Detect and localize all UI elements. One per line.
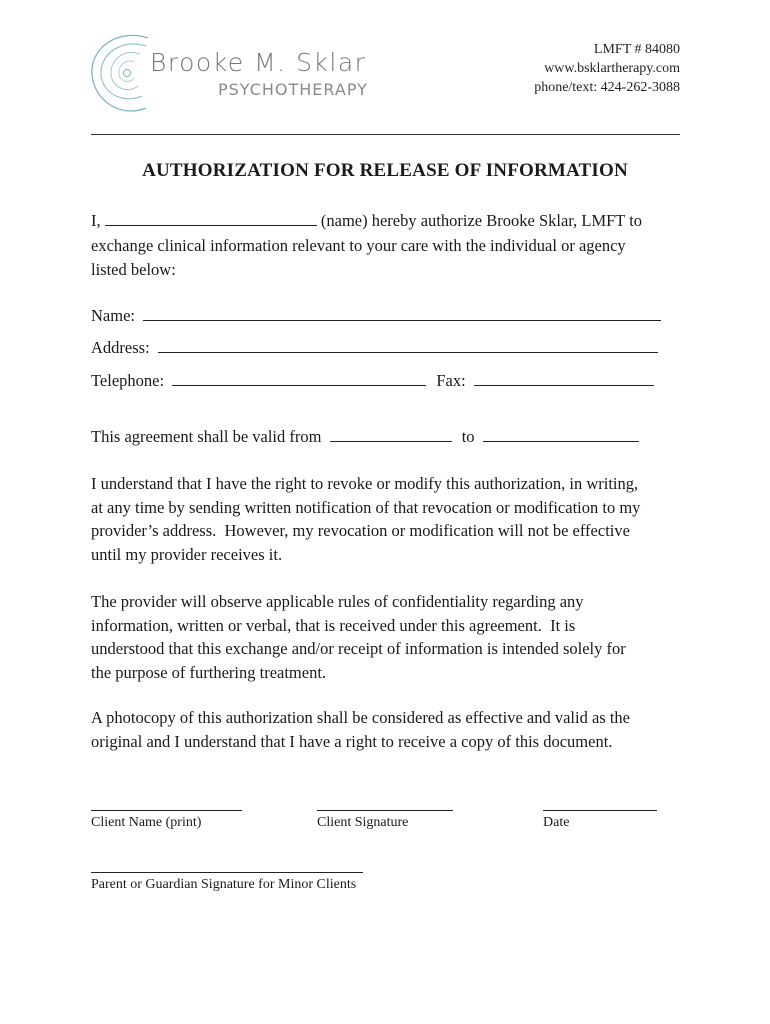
intro-prefix: I, (91, 211, 101, 230)
address-label: Address: (91, 338, 150, 357)
license-number: LMFT # 84080 (593, 42, 680, 57)
confidentiality-paragraph: The provider will observe applicable rules of confidentiality regarding any information, written or verbal, that is received under this agreement. It is understood that this exchange and/or receipt of information is intended solely for the purpose of furthering treatment. (91, 592, 626, 682)
fax-blank[interactable] (474, 371, 654, 386)
date-line[interactable] (543, 810, 657, 811)
telephone-field-row (91, 371, 654, 391)
client-name-label: Client Name (print) (91, 815, 202, 830)
address-field-row (91, 338, 658, 358)
name-label: Name: (91, 306, 135, 325)
spiral-logo-icon (88, 30, 158, 116)
brand-logo (88, 30, 388, 116)
fax-label: Fax: (436, 371, 466, 390)
website-link[interactable]: www.bsklartherapy.com (544, 61, 680, 76)
intro-paragraph: exchange clinical information relevant to your care with the individual or agency listed below: (91, 236, 626, 279)
valid-prefix: This agreement shall be valid from (91, 427, 322, 446)
valid-from-blank[interactable] (330, 427, 452, 442)
client-signature-line[interactable] (317, 810, 453, 811)
guardian-signature-line[interactable] (91, 872, 363, 873)
logo-subtitle: PSYCHOTHERAPY (218, 80, 368, 99)
intro-suffix: (name) hereby authorize Brooke Sklar, LMFT to (320, 211, 643, 230)
intro-line (91, 211, 642, 231)
phone-number: phone/text: 424-262-3088 (534, 80, 680, 95)
logo-name: Brooke M. Sklar (150, 48, 367, 77)
contact-block (534, 40, 680, 97)
document-title: AUTHORIZATION FOR RELEASE OF INFORMATION (142, 160, 628, 181)
client-name-blank[interactable] (105, 211, 317, 226)
telephone-label: Telephone: (91, 371, 165, 390)
valid-dates-row (91, 427, 639, 447)
valid-to-label: to (461, 427, 475, 446)
client-signature-label: Client Signature (317, 815, 409, 830)
recipient-address-blank[interactable] (158, 338, 658, 353)
client-name-line[interactable] (91, 810, 242, 811)
photocopy-paragraph: A photocopy of this authorization shall be considered as effective and valid as the original and I understand that I have a right to receive a copy of this document. (91, 708, 630, 751)
guardian-signature-label: Parent or Guardian Signature for Minor Clients (91, 877, 357, 892)
name-field-row (91, 306, 661, 326)
header-divider (91, 134, 680, 135)
recipient-name-blank[interactable] (143, 306, 661, 321)
revoke-paragraph: I understand that I have the right to revoke or modify this authorization, in writing, at any time by sending written notification of that revocation or modification to my provider’s address. However, my revocation or modification will not be effective until my provider receives it. (91, 474, 641, 564)
valid-to-blank[interactable] (483, 427, 639, 442)
telephone-blank[interactable] (172, 371, 426, 386)
date-label: Date (543, 815, 570, 830)
